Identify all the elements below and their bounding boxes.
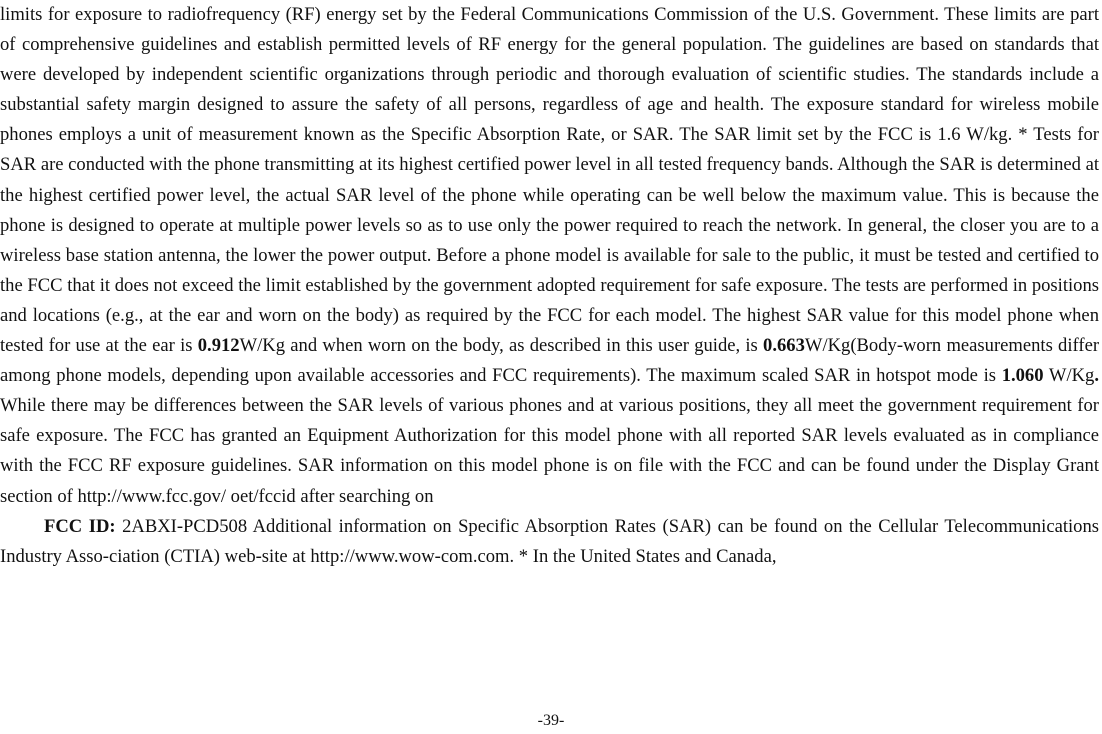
sar-ear-value: 0.912: [197, 335, 240, 357]
sar-hotspot-period: .: [1094, 365, 1099, 387]
page-number: -39-: [537, 712, 565, 729]
fcc-id-text: 2ABXI-PCD508 Additional information on Specific Absorption Rates (SAR) can be found on the Cellular Telecommunications Industry Asso-ciation (CTIA) web-site at http://www.wow-com.com. * In the United States and Canada,: [0, 515, 1099, 567]
sar-hotspot-value: 1.060: [1001, 365, 1044, 387]
sar-body-value: 0.663: [763, 335, 805, 357]
sar-hotspot-unit: W/Kg: [1043, 365, 1095, 387]
sar-text-conclusion: While there may be differences between the SAR levels of various phones and at various positions, they all meet the government requirement for safe exposure. The FCC has granted an Equipment Authorization for this model phone with all reported SAR levels evaluated as in compliance with the FCC RF exposure guidelines. SAR information on this model phone is on file with the FCC and can be found under the Display Grant section of http://www.fcc.gov/ oet/fccid after searching on: [0, 395, 1099, 507]
sar-text-hotspot: W/Kg(Body-worn measurements differ among phone models, depending upon available accessories and FCC requirements). The maximum scaled SAR in hotspot mode is: [0, 335, 1100, 387]
sar-text-body: W/Kg and when worn on the body, as described in this user guide, is: [239, 335, 764, 357]
fcc-id-label: FCC ID:: [44, 515, 116, 537]
fcc-id-paragraph: [0, 512, 1099, 572]
sar-text-intro: limits for exposure to radiofrequency (RF) energy set by the Federal Communications Commission of the U.S. Government. These limits are part of comprehensive guidelines and establish permitted levels of RF energy for the general population. The guidelines are based on standards that were developed by independent scientific organizations through periodic and thorough evaluation of scientific studies. The standards include a substantial safety margin designed to assure the safety of all persons, regardless of age and health. The exposure standard for wireless mobile phones employs a unit of measurement known as the Specific Absorption Rate, or SAR. The SAR limit set by the FCC is 1.6 W/kg. * Tests for SAR are conducted with the phone transmitting at its highest certified power level in all tested frequency bands. Although the SAR is determined at the highest certified power level, the actual SAR level of the phone while operating can be well below the maximum value. This is because the phone is designed to operate at multiple power levels so as to use only the power required to reach the network. In general, the closer you are to a wireless base station antenna, the lower the power output. Before a phone model is available for sale to the public, it must be tested and certified to the FCC that it does not exceed the limit established by the government adopted requirement for safe exposure. The tests are performed in positions and locations (e.g., at the ear and worn on the body) as required by the FCC for each model. The highest SAR value for this model phone when tested for use at the ear is: [0, 4, 1099, 357]
